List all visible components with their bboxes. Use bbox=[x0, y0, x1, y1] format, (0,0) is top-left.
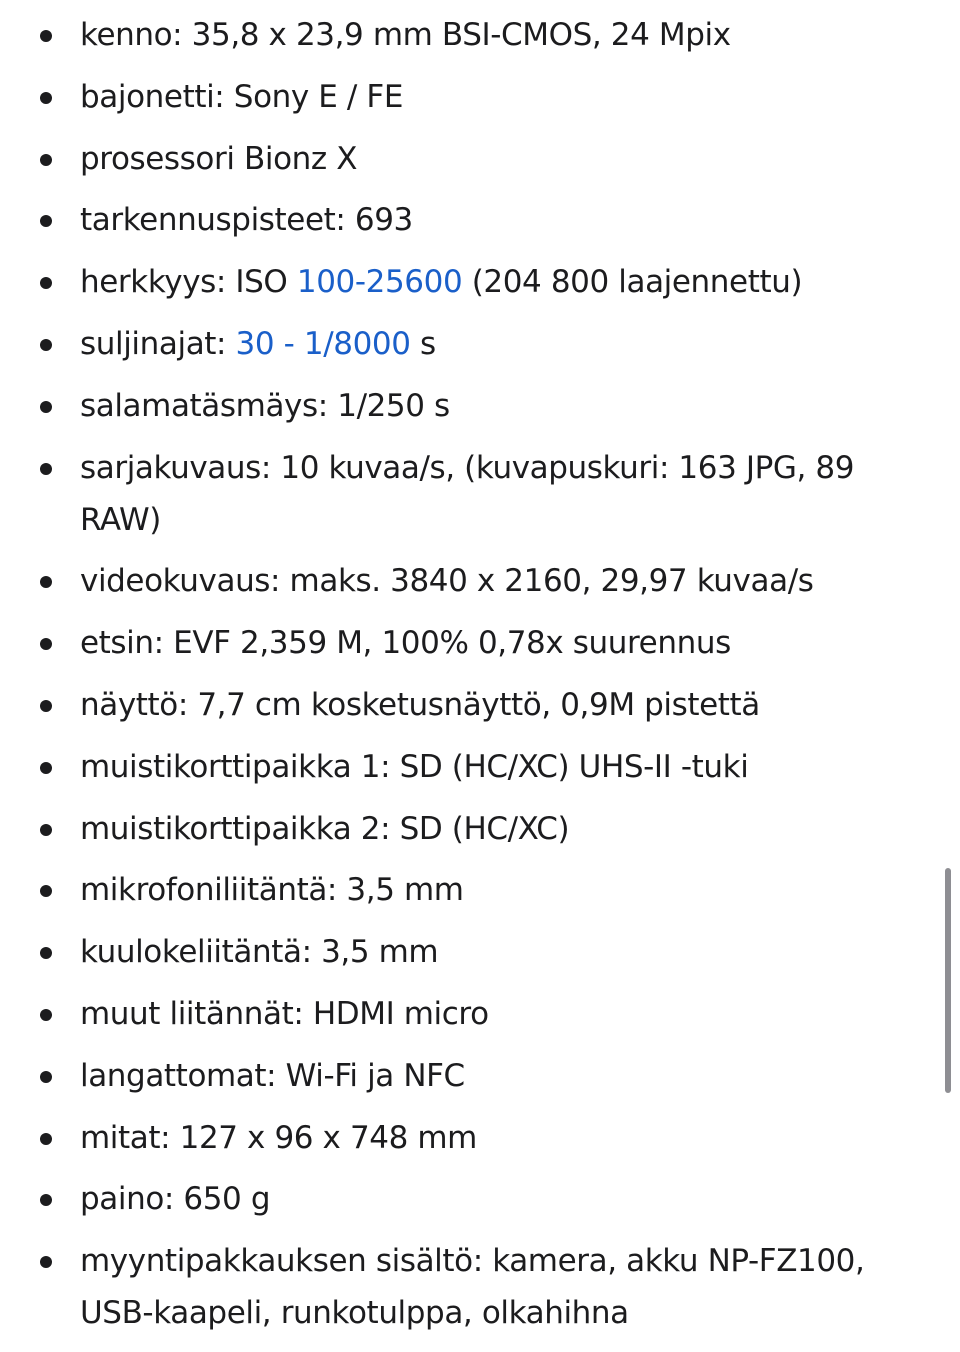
spec-text: muut liitännät: HDMI micro bbox=[80, 995, 489, 1032]
spec-text: salamatäsmäys: 1/250 s bbox=[80, 387, 450, 424]
spec-text: myyntipakkauksen sisältö: kamera, akku NP-FZ100, USB-kaapeli, runkotulppa, olkahihna bbox=[80, 1243, 865, 1332]
spec-text: kenno: 35,8 x 23,9 mm BSI-CMOS, 24 Mpix bbox=[80, 17, 731, 53]
spec-item-package-contents bbox=[0, 1235, 960, 1339]
spec-text: bajonetti: Sony E / FE bbox=[80, 78, 404, 115]
spec-text: videokuvaus: maks. 3840 x 2160, 29,97 kuvaa/s bbox=[80, 563, 814, 600]
spec-item-burst bbox=[0, 442, 960, 546]
spec-text: sarjakuvaus: 10 kuvaa/s, (kuvapuskuri: 163 JPG, 89 RAW) bbox=[80, 449, 855, 538]
bullet-icon bbox=[40, 885, 52, 897]
spec-text: (204 800 laajennettu) bbox=[462, 264, 803, 301]
spec-list bbox=[0, 9, 960, 1349]
spec-text: mikrofoniliitäntä: 3,5 mm bbox=[80, 872, 464, 909]
spec-item-wireless bbox=[0, 1050, 960, 1102]
spec-text: mitat: 127 x 96 x 748 mm bbox=[80, 1119, 477, 1156]
bullet-icon bbox=[40, 762, 52, 774]
spec-text: paino: 650 g bbox=[80, 1181, 271, 1218]
spec-item-focus-points bbox=[0, 194, 960, 246]
spec-item-mic-jack bbox=[0, 864, 960, 916]
bullet-icon bbox=[40, 1071, 52, 1083]
spec-item-display bbox=[0, 679, 960, 731]
spec-item-weight bbox=[0, 1173, 960, 1225]
bullet-icon bbox=[40, 92, 52, 104]
bullet-icon bbox=[40, 463, 52, 475]
bullet-icon bbox=[40, 1194, 52, 1206]
spec-text: suljinajat: bbox=[80, 325, 236, 362]
spec-item-dimensions bbox=[0, 1112, 960, 1164]
spec-item-viewfinder bbox=[0, 617, 960, 669]
bullet-icon bbox=[40, 824, 52, 836]
spec-text: s bbox=[410, 325, 436, 362]
spec-item-card-slot-2 bbox=[0, 803, 960, 855]
bullet-icon bbox=[40, 215, 52, 227]
spec-item-shutter bbox=[0, 318, 960, 370]
spec-text: muistikorttipaikka 2: SD (HC/XC) bbox=[80, 810, 570, 847]
spec-text: langattomat: Wi-Fi ja NFC bbox=[80, 1057, 465, 1094]
spec-item-flash-sync bbox=[0, 380, 960, 432]
bullet-icon bbox=[40, 30, 52, 42]
bullet-icon bbox=[40, 576, 52, 588]
bullet-icon bbox=[40, 638, 52, 650]
bullet-icon bbox=[40, 401, 52, 413]
bullet-icon bbox=[40, 154, 52, 166]
spec-text: herkkyys: ISO bbox=[80, 264, 297, 301]
spec-item-sensor bbox=[0, 9, 960, 61]
spec-item-processor bbox=[0, 133, 960, 185]
spec-item-headphone-jack bbox=[0, 926, 960, 978]
bullet-icon bbox=[40, 1009, 52, 1021]
spec-text: etsin: EVF 2,359 M, 100% 0,78x suurennus bbox=[80, 625, 731, 662]
spec-item-iso bbox=[0, 256, 960, 308]
bullet-icon bbox=[40, 700, 52, 712]
spec-item-other-ports bbox=[0, 988, 960, 1040]
vertical-scrollbar[interactable] bbox=[945, 868, 951, 1093]
spec-item-card-slot-1 bbox=[0, 741, 960, 793]
spec-text: tarkennuspisteet: 693 bbox=[80, 202, 413, 239]
spec-text: kuulokeliitäntä: 3,5 mm bbox=[80, 934, 439, 971]
shutter-range-link[interactable]: 30 - 1/8000 bbox=[235, 325, 411, 362]
bullet-icon bbox=[40, 1256, 52, 1268]
spec-item-mount bbox=[0, 71, 960, 123]
bullet-icon bbox=[40, 947, 52, 959]
bullet-icon bbox=[40, 1133, 52, 1145]
spec-text: näyttö: 7,7 cm kosketusnäyttö, 0,9M pistettä bbox=[80, 686, 760, 723]
bullet-icon bbox=[40, 339, 52, 351]
spec-text: prosessori Bionz X bbox=[80, 140, 358, 177]
iso-range-link[interactable]: 100-25600 bbox=[296, 264, 463, 301]
bullet-icon bbox=[40, 277, 52, 289]
spec-item-video bbox=[0, 555, 960, 607]
spec-text: muistikorttipaikka 1: SD (HC/XC) UHS-II -tuki bbox=[80, 748, 749, 785]
